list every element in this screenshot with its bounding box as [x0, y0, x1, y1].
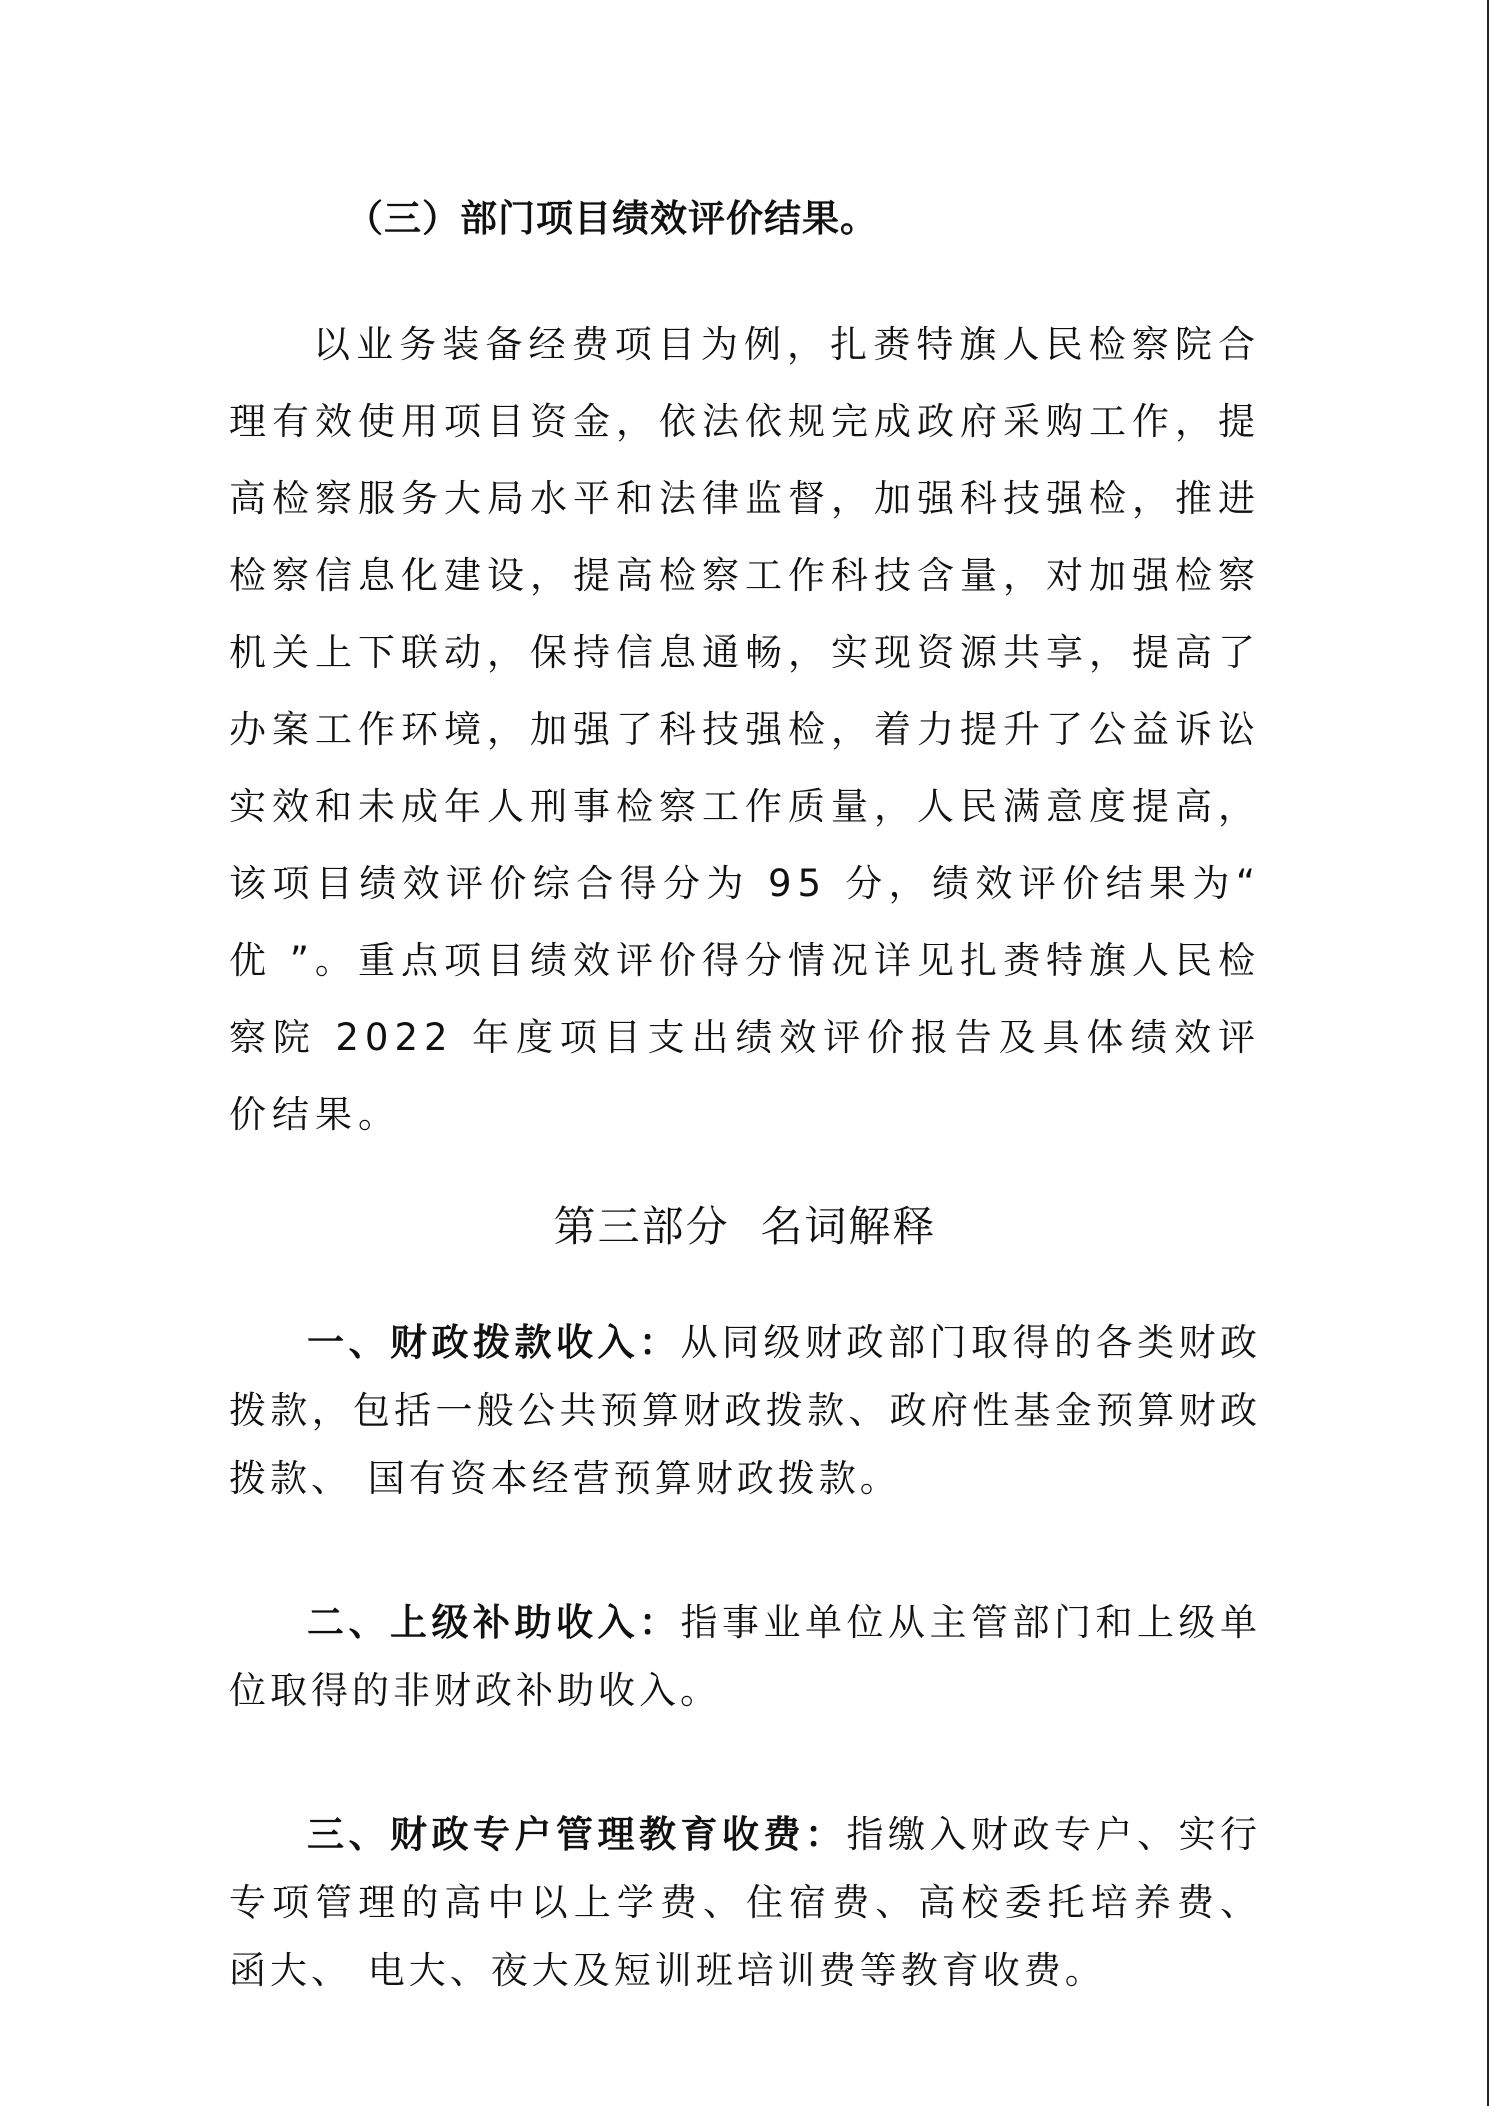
subheading: （三）部门项目绩效评价结果。 [346, 197, 878, 240]
term-label: 二、上级补助收入： [307, 1601, 681, 1644]
term-label: 一、财政拨款收入： [307, 1321, 681, 1364]
term-text: 指缴入财政专户、实行专项管理的高中以上学费、住宿费、高校委托培养费、 函大、 电大、夜大及短训班培训费等教育收费。 [229, 1813, 1261, 1992]
term-label: 三、财政专户管理教育收费： [307, 1813, 847, 1856]
term-text: 指事业单位从主管部门和上级单位取得的非财政补助收入。 [229, 1601, 1261, 1712]
term-text: 从同级财政部门取得的各类财政拨款，包括一般公共预算财政拨款、政府性基金预算财政拨款、 国有资本经营预算财政拨款。 [229, 1321, 1261, 1500]
term-definition-3 [229, 1801, 1261, 2005]
body-paragraph: 以业务装备经费项目为例，扎赉特旗人民检察院合理有效使用项目资金，依法依规完成政府采购工作，提高检察服务大局水平和法律监督，加强科技强检，推进检察信息化建设，提高检察工作科技含量，对加强检察机关上下联动，保持信息通畅，实现资源共享，提高了办案工作环境，加强了科技强检，着力提升了公益诉讼实效和未成年人刑事检察工作质量，人民满意度提高，该项目绩效评价综合得分为 95 分，绩效评价结果为“ 优 ”。重点项目绩效评价得分情况详见扎赉特旗人民检察院 2022 年度项目支出绩效评价报告及具体绩效评价结果。 [229, 323, 1261, 1136]
document-body [229, 190, 1261, 2081]
term-definition-2 [229, 1589, 1261, 1725]
section-title: 第三部分 名词解释 [553, 1202, 937, 1251]
term-definition-1 [229, 1309, 1261, 1513]
